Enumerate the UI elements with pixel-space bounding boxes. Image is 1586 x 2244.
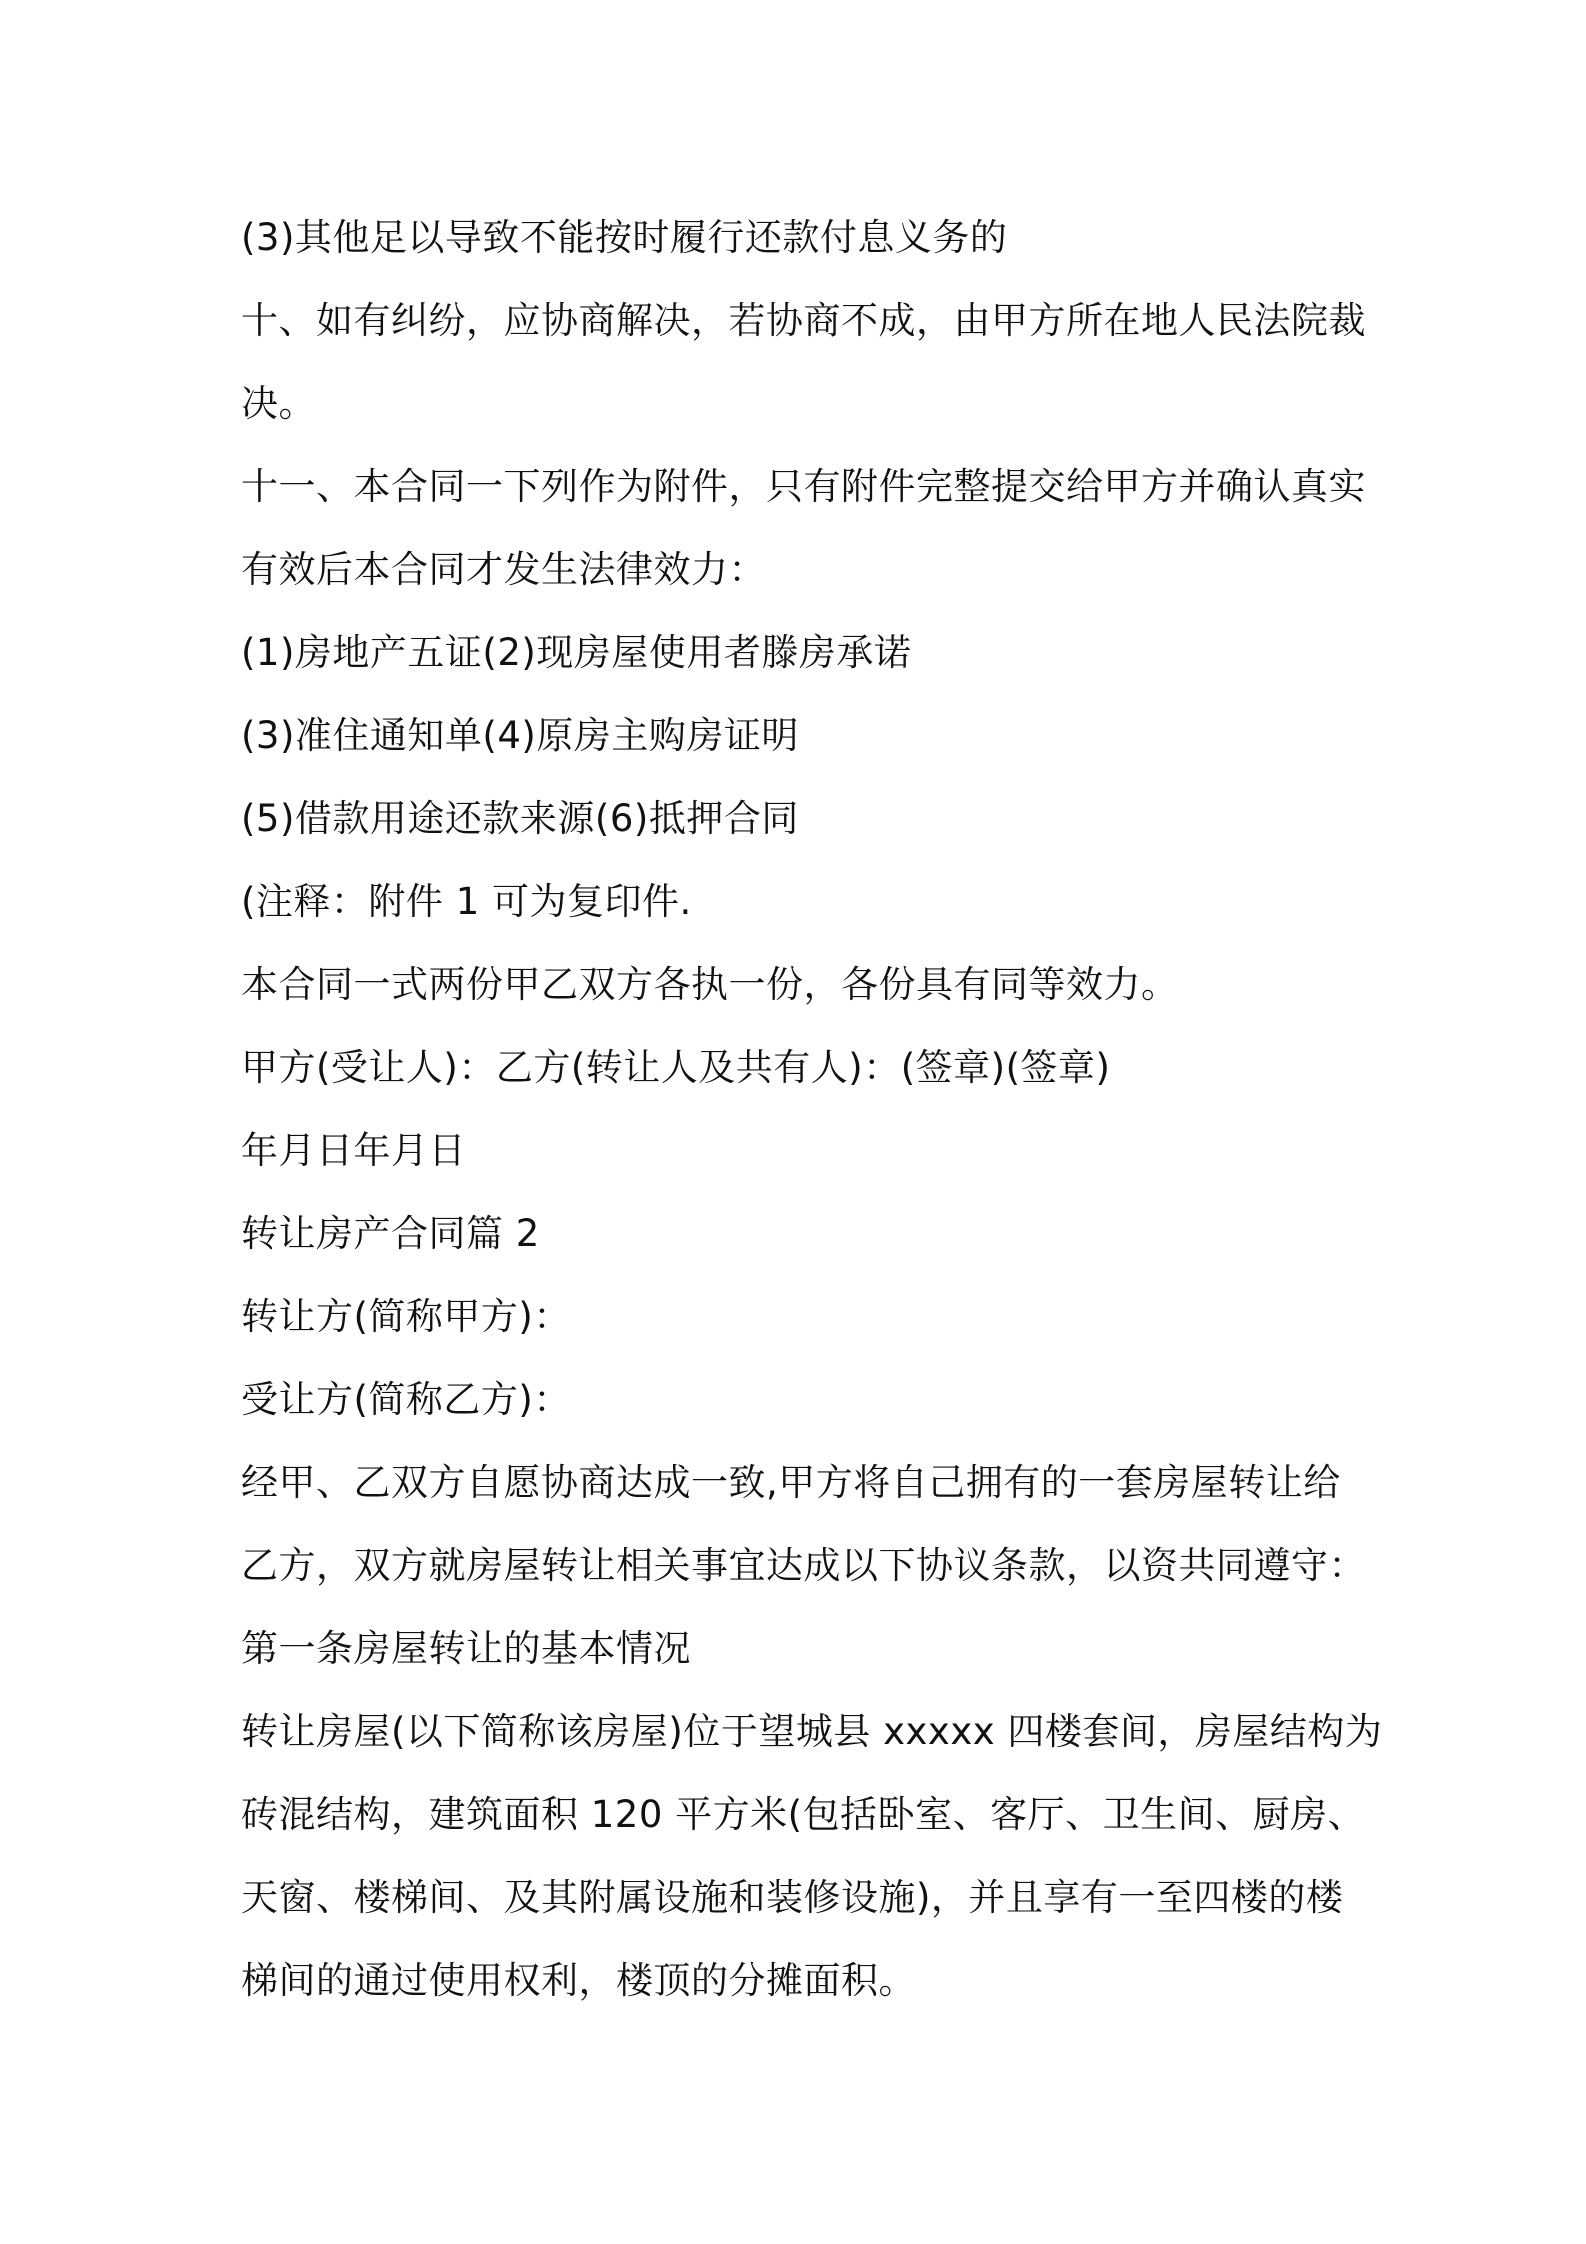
text-line: (5)借款用途还款来源(6)抵押合同 xyxy=(241,797,799,840)
text-line: 经甲、乙双方自愿协商达成一致,甲方将自己拥有的一套房屋转让给 xyxy=(241,1461,1341,1504)
text-line: (1)房地产五证(2)现房屋使用者滕房承诺 xyxy=(241,631,912,674)
text-line: 梯间的通过使用权利，楼顶的分摊面积。 xyxy=(241,1959,916,2002)
text-line: 天窗、楼梯间、及其附属设施和装修设施)，并且享有一至四楼的楼 xyxy=(241,1876,1344,1919)
article-heading: 第一条房屋转让的基本情况 xyxy=(241,1627,691,1670)
document-body xyxy=(241,196,1383,2022)
text-line: 年月日年月日 xyxy=(241,1129,466,1172)
text-line: 受让方(简称乙方)： xyxy=(241,1378,571,1421)
text-line: (3)其他足以导致不能按时履行还款付息义务的 xyxy=(241,216,1008,259)
text-line: (3)准住通知单(4)原房主购房证明 xyxy=(241,714,799,757)
text-line: 转让方(简称甲方)： xyxy=(241,1295,571,1338)
text-line: 有效后本合同才发生法律效力： xyxy=(241,548,766,591)
section-heading: 转让房产合同篇 2 xyxy=(241,1212,540,1255)
text-line: 转让房屋(以下简称该房屋)位于望城县 xxxxx 四楼套间，房屋结构为 xyxy=(241,1710,1383,1753)
text-line: 乙方，双方就房屋转让相关事宜达成以下协议条款，以资共同遵守： xyxy=(241,1544,1366,1587)
text-line: (注释：附件 1 可为复印件. xyxy=(241,880,692,923)
text-line: 决。 xyxy=(241,382,316,425)
text-line: 本合同一式两份甲乙双方各执一份，各份具有同等效力。 xyxy=(241,963,1179,1006)
text-line: 砖混结构，建筑面积 120 平方米(包括卧室、客厅、卫生间、厨房、 xyxy=(241,1793,1366,1836)
text-line: 十、如有纠纷，应协商解决，若协商不成，由甲方所在地人民法院裁 xyxy=(241,299,1366,342)
text-line: 甲方(受让人)：乙方(转让人及共有人)：(签章)(签章) xyxy=(241,1046,1111,1089)
text-line: 十一、本合同一下列作为附件，只有附件完整提交给甲方并确认真实 xyxy=(241,465,1366,508)
